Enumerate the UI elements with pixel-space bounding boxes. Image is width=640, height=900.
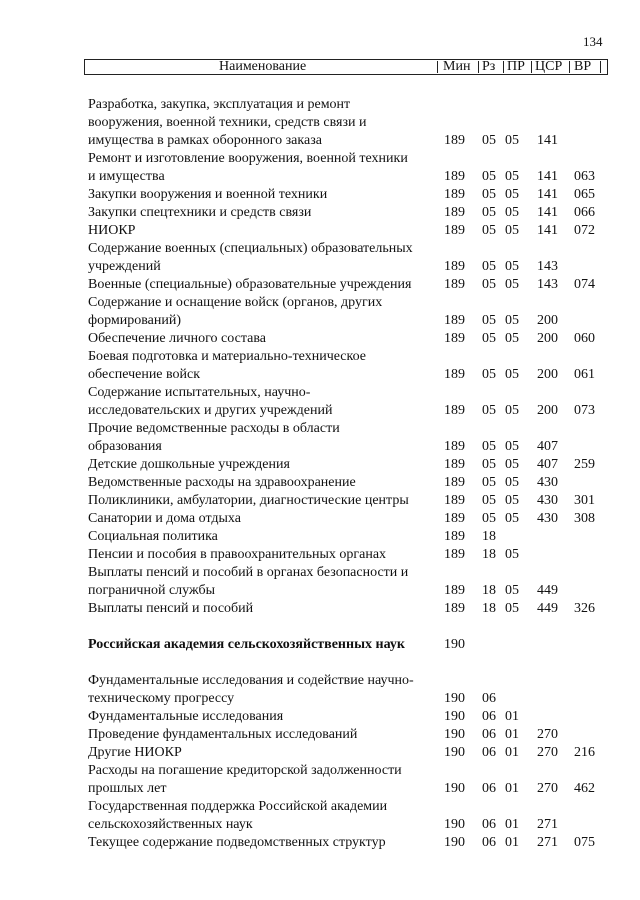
row-name (88, 726, 438, 744)
header-separator (478, 61, 479, 73)
code-csr: 449 (537, 583, 558, 598)
table-row (0, 492, 640, 510)
table-row (0, 456, 640, 474)
code-csr: 270 (537, 727, 558, 742)
row-name (88, 546, 438, 564)
code-csr: 270 (537, 745, 558, 760)
header-separator (503, 61, 504, 73)
row-name (88, 492, 438, 510)
code-vr: 061 (574, 367, 595, 382)
code-rz: 06 (482, 691, 496, 706)
row-name-line: и имущества (88, 169, 165, 184)
row-name (88, 510, 438, 528)
code-vr: 063 (574, 169, 595, 184)
table-row (0, 600, 640, 618)
header-separator (531, 61, 532, 73)
code-rz: 06 (482, 781, 496, 796)
row-name-line: обеспечение войск (88, 367, 201, 382)
code-pr: 05 (505, 493, 519, 508)
code-vr: 066 (574, 205, 595, 220)
table-header (84, 59, 608, 75)
row-name (88, 150, 438, 186)
code-rz: 05 (482, 493, 496, 508)
code-min: 189 (444, 547, 465, 562)
code-rz: 18 (482, 547, 496, 562)
header-separator (437, 61, 438, 73)
table-row (0, 96, 640, 150)
code-pr: 05 (505, 205, 519, 220)
code-csr: 430 (537, 511, 558, 526)
table-row (0, 222, 640, 240)
row-name-line: пограничной службы (88, 583, 215, 598)
code-csr: 141 (537, 169, 558, 184)
code-pr: 05 (505, 223, 519, 238)
code-vr: 216 (574, 745, 595, 760)
code-pr: 05 (505, 133, 519, 148)
row-name-line: Выплаты пенсий и пособий в органах безопасности и (88, 565, 409, 580)
code-pr: 01 (505, 835, 519, 850)
code-min: 189 (444, 313, 465, 328)
row-name (88, 330, 438, 348)
code-rz: 05 (482, 511, 496, 526)
table-body (0, 96, 640, 852)
row-name-line: исследовательских и других учреждений (88, 403, 333, 418)
table-row (0, 762, 640, 798)
row-name (88, 564, 438, 600)
row-name (88, 456, 438, 474)
code-min: 190 (444, 637, 465, 652)
row-name-line: формирований) (88, 313, 181, 328)
row-name (88, 222, 438, 240)
code-rz: 06 (482, 709, 496, 724)
row-name (88, 762, 438, 798)
table-row (0, 330, 640, 348)
code-rz: 05 (482, 403, 496, 418)
table-row (0, 384, 640, 420)
row-name-line: Поликлиники, амбулатории, диагностические центры (88, 493, 409, 508)
row-name-line: Расходы на погашение кредиторской задолженности (88, 763, 402, 778)
code-pr: 05 (505, 331, 519, 346)
code-vr: 072 (574, 223, 595, 238)
code-csr: 200 (537, 367, 558, 382)
row-name-line: Санатории и дома отдыха (88, 511, 241, 526)
code-rz: 05 (482, 169, 496, 184)
row-name (88, 834, 438, 852)
code-min: 189 (444, 457, 465, 472)
code-min: 189 (444, 601, 465, 616)
header-vr: ВР (574, 59, 592, 74)
header-rz: Рз (482, 59, 496, 74)
code-vr: 326 (574, 601, 595, 616)
table-row (0, 798, 640, 834)
row-name (88, 420, 438, 456)
code-pr: 05 (505, 601, 519, 616)
code-vr: 462 (574, 781, 595, 796)
code-pr: 05 (505, 313, 519, 328)
code-min: 189 (444, 187, 465, 202)
row-name (88, 600, 438, 618)
row-name (88, 276, 438, 294)
code-rz: 05 (482, 187, 496, 202)
code-min: 189 (444, 259, 465, 274)
header-name: Наименование (219, 59, 307, 74)
table-row (0, 204, 640, 222)
code-min: 190 (444, 817, 465, 832)
table-row (0, 276, 640, 294)
code-rz: 05 (482, 259, 496, 274)
code-pr: 01 (505, 781, 519, 796)
table-row (0, 150, 640, 186)
code-rz: 06 (482, 745, 496, 760)
table-row (0, 474, 640, 492)
row-name (88, 294, 438, 330)
table-row (0, 294, 640, 330)
table-row (0, 348, 640, 384)
row-name (88, 528, 438, 546)
row-name-line: Обеспечение личного состава (88, 331, 266, 346)
row-name-line: Содержание военных (специальных) образовательных (88, 241, 413, 256)
row-name-line: Закупки вооружения и военной техники (88, 187, 328, 202)
row-name-line: прошлых лет (88, 781, 167, 796)
row-name-line: Прочие ведомственные расходы в области (88, 421, 340, 436)
code-min: 189 (444, 331, 465, 346)
code-vr: 060 (574, 331, 595, 346)
row-name (88, 744, 438, 762)
code-csr: 200 (537, 331, 558, 346)
row-name-line: Разработка, закупка, эксплуатация и ремонт (88, 97, 351, 112)
code-min: 189 (444, 475, 465, 490)
code-pr: 05 (505, 457, 519, 472)
code-min: 190 (444, 781, 465, 796)
code-rz: 06 (482, 835, 496, 850)
row-name-line: учреждений (88, 259, 161, 274)
code-min: 189 (444, 493, 465, 508)
code-rz: 05 (482, 205, 496, 220)
code-csr: 141 (537, 187, 558, 202)
code-min: 189 (444, 367, 465, 382)
table-row (0, 186, 640, 204)
code-rz: 05 (482, 133, 496, 148)
row-name-line: Текущее содержание подведомственных структур (88, 835, 386, 850)
row-name-line: техническому прогрессу (88, 691, 235, 706)
table-row (0, 564, 640, 600)
code-csr: 270 (537, 781, 558, 796)
table-row (0, 546, 640, 564)
code-csr: 200 (537, 403, 558, 418)
code-csr: 407 (537, 439, 558, 454)
row-name-line: Проведение фундаментальных исследований (88, 727, 358, 742)
code-rz: 06 (482, 727, 496, 742)
header-min: Мин (443, 59, 471, 74)
code-pr: 05 (505, 403, 519, 418)
code-rz: 05 (482, 223, 496, 238)
code-csr: 143 (537, 277, 558, 292)
row-name (88, 348, 438, 384)
code-pr: 01 (505, 817, 519, 832)
code-vr: 301 (574, 493, 595, 508)
code-rz: 18 (482, 529, 496, 544)
code-pr: 01 (505, 745, 519, 760)
code-vr: 074 (574, 277, 595, 292)
table-row (0, 672, 640, 708)
code-csr: 271 (537, 835, 558, 850)
table-row (0, 708, 640, 726)
row-name-line: Боевая подготовка и материально-техническое (88, 349, 366, 364)
table-row (0, 528, 640, 546)
code-vr: 259 (574, 457, 595, 472)
row-name-line: НИОКР (88, 223, 136, 238)
code-min: 189 (444, 223, 465, 238)
code-min: 189 (444, 439, 465, 454)
row-name-line: Другие НИОКР (88, 745, 182, 760)
row-name-line: Содержание и оснащение войск (органов, других (88, 295, 383, 310)
page-number: 134 (583, 34, 603, 49)
code-csr: 141 (537, 133, 558, 148)
code-pr: 05 (505, 511, 519, 526)
row-name-line: Содержание испытательных, научно- (88, 385, 311, 400)
code-min: 189 (444, 403, 465, 418)
code-pr: 05 (505, 439, 519, 454)
row-name (88, 798, 438, 834)
row-name-line: сельскохозяйственных наук (88, 817, 253, 832)
code-pr: 05 (505, 583, 519, 598)
code-vr: 075 (574, 835, 595, 850)
code-csr: 141 (537, 223, 558, 238)
header-csr: ЦСР (535, 59, 563, 74)
header-separator (569, 61, 570, 73)
code-csr: 449 (537, 601, 558, 616)
code-rz: 06 (482, 817, 496, 832)
code-min: 190 (444, 709, 465, 724)
code-pr: 01 (505, 709, 519, 724)
code-csr: 430 (537, 493, 558, 508)
code-csr: 143 (537, 259, 558, 274)
code-pr: 05 (505, 367, 519, 382)
code-pr: 05 (505, 187, 519, 202)
code-rz: 05 (482, 475, 496, 490)
row-name (88, 672, 438, 708)
row-name-line: имущества в рамках оборонного заказа (88, 133, 322, 148)
code-min: 190 (444, 835, 465, 850)
row-name-line: Выплаты пенсий и пособий (88, 601, 254, 616)
code-pr: 01 (505, 727, 519, 742)
code-csr: 407 (537, 457, 558, 472)
code-csr: 141 (537, 205, 558, 220)
code-csr: 430 (537, 475, 558, 490)
table-row (0, 420, 640, 456)
code-min: 189 (444, 511, 465, 526)
code-min: 189 (444, 529, 465, 544)
table-row (0, 834, 640, 852)
row-name-line: Детские дошкольные учреждения (88, 457, 290, 472)
code-rz: 05 (482, 331, 496, 346)
row-name-line: вооружения, военной техники, средств связи и (88, 115, 367, 130)
code-min: 190 (444, 745, 465, 760)
code-min: 190 (444, 691, 465, 706)
row-name-line: Закупки спецтехники и средств связи (88, 205, 312, 220)
row-name-line: Государственная поддержка Российской академии (88, 799, 388, 814)
code-min: 189 (444, 583, 465, 598)
row-name-line: Ведомственные расходы на здравоохранение (88, 475, 356, 490)
row-name (88, 186, 438, 204)
code-csr: 271 (537, 817, 558, 832)
code-pr: 05 (505, 169, 519, 184)
code-rz: 05 (482, 367, 496, 382)
row-name (88, 636, 438, 654)
row-name (88, 708, 438, 726)
code-rz: 05 (482, 277, 496, 292)
code-min: 189 (444, 133, 465, 148)
table-row (0, 510, 640, 528)
code-csr: 200 (537, 313, 558, 328)
table-row (0, 240, 640, 276)
code-rz: 18 (482, 601, 496, 616)
row-name (88, 240, 438, 276)
row-name-line: Социальная политика (88, 529, 218, 544)
code-pr: 05 (505, 547, 519, 562)
row-name (88, 474, 438, 492)
row-name-line: Фундаментальные исследования и содействие научно- (88, 673, 414, 688)
code-vr: 073 (574, 403, 595, 418)
code-rz: 05 (482, 439, 496, 454)
row-name-line: Фундаментальные исследования (88, 709, 284, 724)
row-name (88, 96, 438, 150)
code-rz: 18 (482, 583, 496, 598)
row-name (88, 204, 438, 222)
header-pr: ПР (507, 59, 525, 74)
row-name-line: Пенсии и пособия в правоохранительных органах (88, 547, 387, 562)
code-min: 190 (444, 727, 465, 742)
row-name (88, 384, 438, 420)
header-separator (600, 61, 601, 73)
code-pr: 05 (505, 475, 519, 490)
row-name-line: Российская академия сельскохозяйственных наук (88, 637, 405, 652)
code-vr: 065 (574, 187, 595, 202)
code-rz: 05 (482, 313, 496, 328)
table-row (0, 726, 640, 744)
code-vr: 308 (574, 511, 595, 526)
code-min: 189 (444, 277, 465, 292)
code-rz: 05 (482, 457, 496, 472)
row-name-line: Военные (специальные) образовательные учреждения (88, 277, 412, 292)
row-name-line: образования (88, 439, 162, 454)
table-row (0, 636, 640, 654)
code-min: 189 (444, 169, 465, 184)
row-name-line: Ремонт и изготовление вооружения, военной техники (88, 151, 408, 166)
code-pr: 05 (505, 259, 519, 274)
code-pr: 05 (505, 277, 519, 292)
table-row (0, 744, 640, 762)
code-min: 189 (444, 205, 465, 220)
